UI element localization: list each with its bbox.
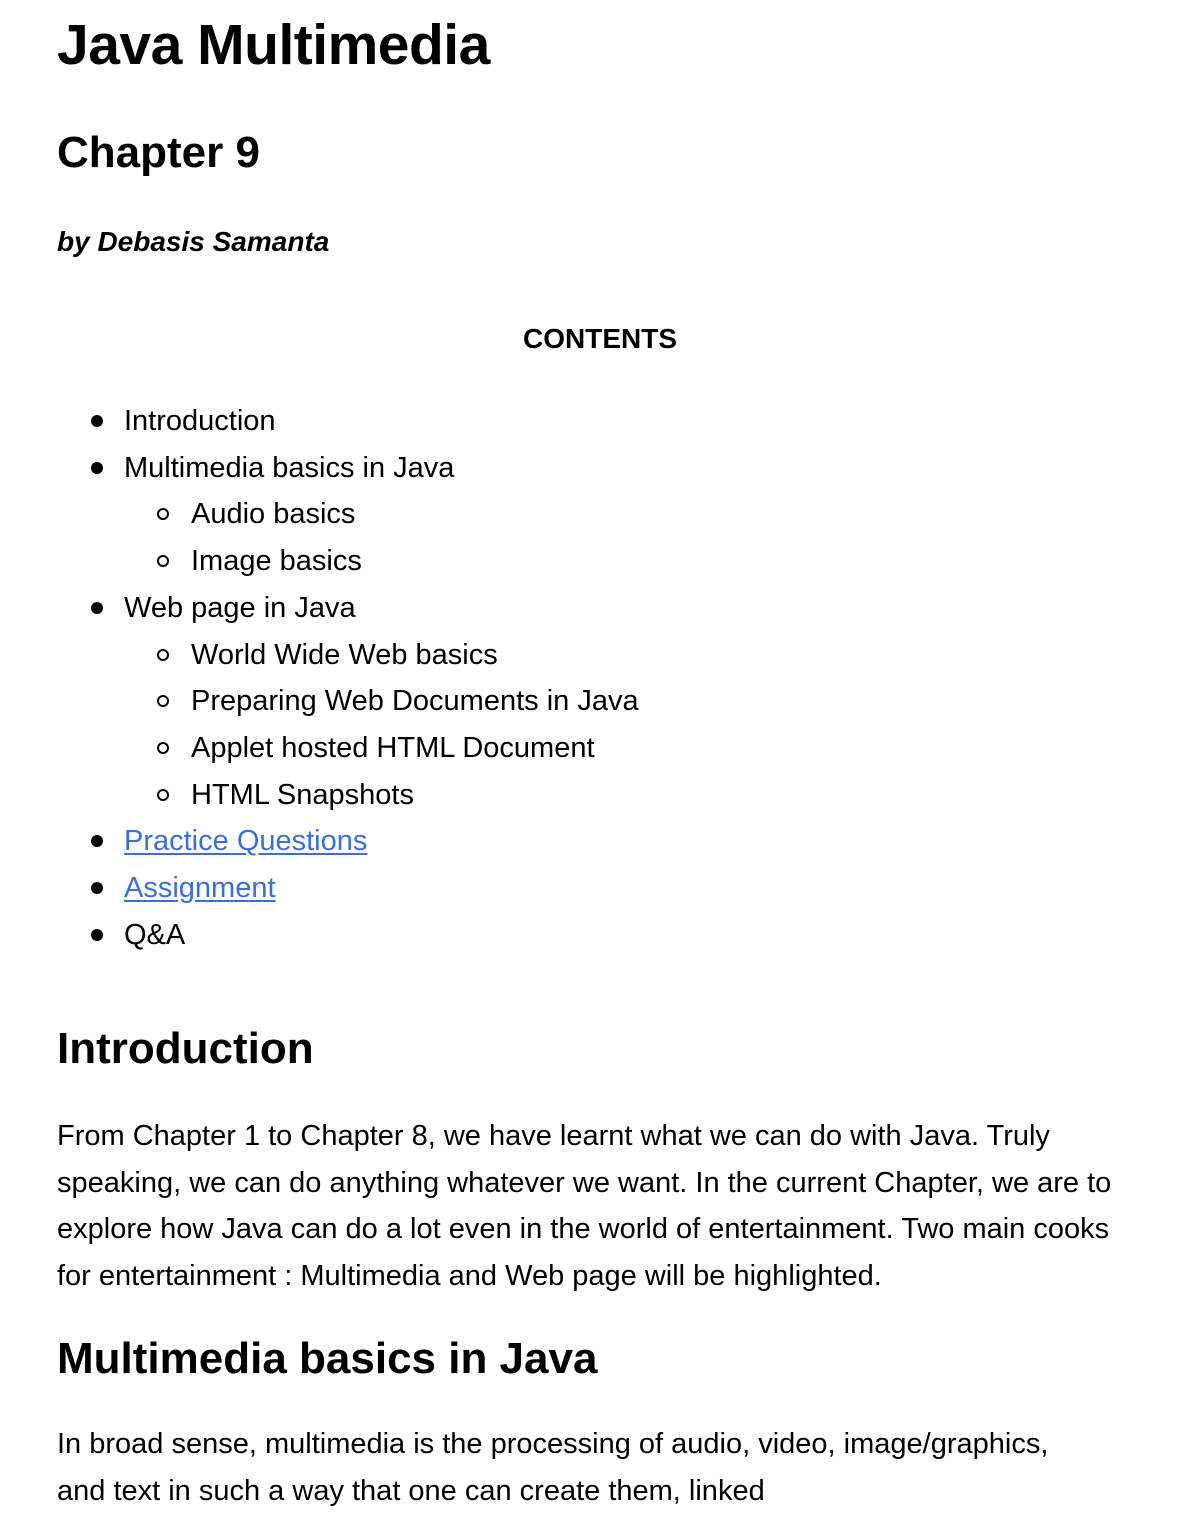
toc-item-label: Q&A (124, 918, 186, 951)
toc-item-introduction (57, 398, 639, 445)
toc-item-qa (57, 912, 639, 959)
introduction-heading: Introduction (57, 1024, 314, 1073)
toc-item-label: Image basics (191, 545, 362, 578)
toc-item-label: HTML Snapshots (191, 778, 414, 811)
toc-item-label: World Wide Web basics (191, 638, 498, 671)
assignment-link[interactable]: Assignment (124, 872, 276, 905)
toc-item-label: Audio basics (191, 498, 356, 531)
chapter-heading: Chapter 9 (57, 128, 260, 177)
multimedia-basics-paragraph: In broad sense, multimedia is the processing of audio, video, image/graphics, and text in such a way that one can create them, linked (57, 1428, 1049, 1507)
toc-item-label: Introduction (124, 405, 276, 437)
toc-item-label: Web page in Java (124, 591, 356, 624)
table-of-contents (57, 398, 639, 958)
page-title: Java Multimedia (57, 13, 490, 77)
toc-subitem-www-basics (57, 632, 639, 679)
toc-item-multimedia-basics (57, 445, 639, 492)
practice-questions-link[interactable]: Practice Questions (124, 825, 368, 858)
author-line: by Debasis Samanta (57, 226, 330, 257)
toc-item-practice-questions (57, 818, 639, 865)
toc-subitem-preparing-web-docs (57, 678, 639, 725)
toc-item-label: Applet hosted HTML Document (191, 731, 595, 764)
toc-subitem-html-snapshots (57, 772, 639, 819)
introduction-paragraph: From Chapter 1 to Chapter 8, we have learnt what we can do with Java. Truly speaking, we can do anything whatever we want. In the current Chapter, we are to explore how Java can do a lot even in the world of entertainment. Two main cooks for entertainment : Multimedia and Web page will be highlighted. (57, 1120, 1112, 1292)
toc-item-web-page (57, 585, 639, 632)
toc-item-label: Multimedia basics in Java (124, 451, 455, 484)
toc-item-label: Preparing Web Documents in Java (191, 685, 639, 718)
multimedia-basics-heading: Multimedia basics in Java (57, 1334, 598, 1383)
toc-subitem-applet-html (57, 725, 639, 772)
toc-item-assignment (57, 865, 639, 912)
contents-heading: CONTENTS (523, 323, 677, 354)
toc-subitem-audio-basics (57, 491, 639, 538)
toc-subitem-image-basics (57, 538, 639, 585)
